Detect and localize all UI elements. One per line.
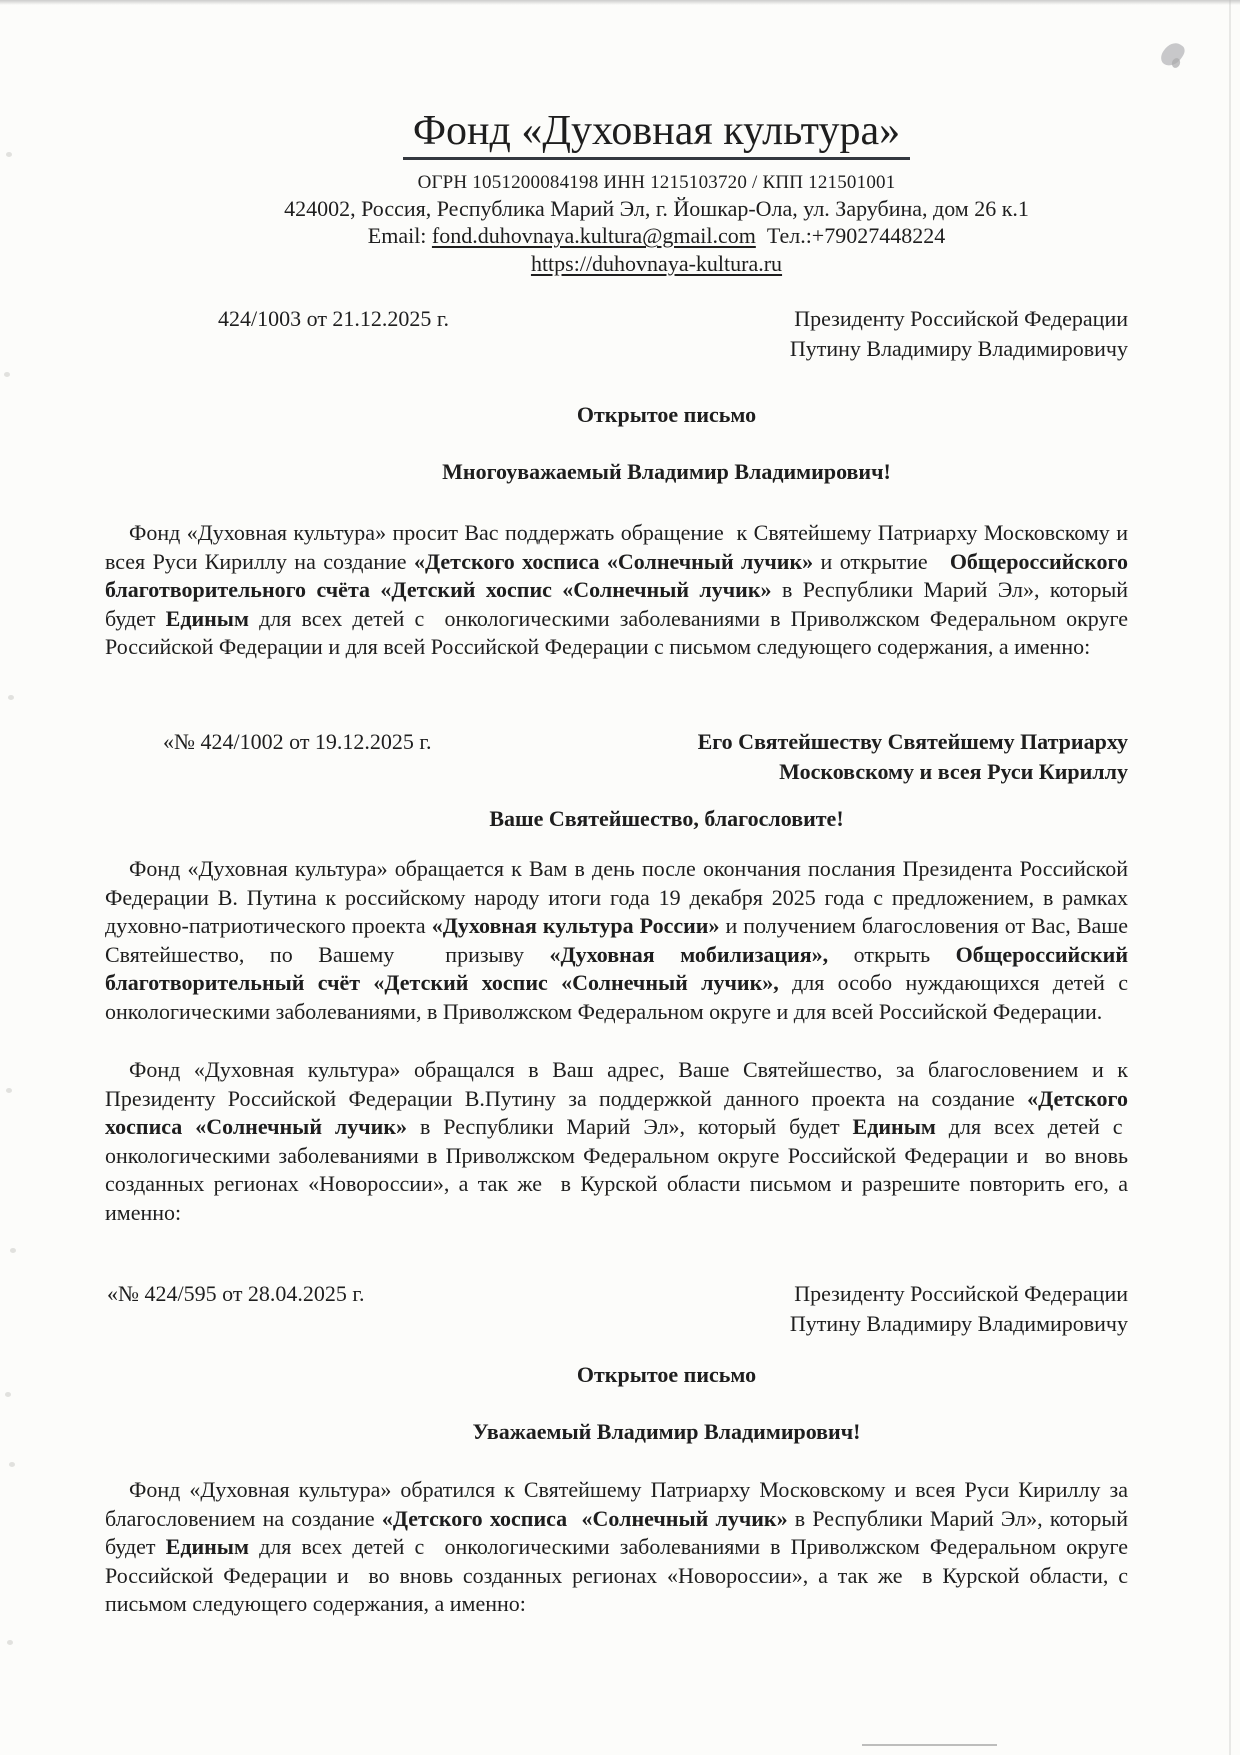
scan-speck [6, 152, 12, 157]
addressee-block-3 [790, 1279, 1128, 1339]
paragraph-1: Фонд «Духовная культура» просит Вас поддержать обращение к Святейшему Патриарху Московскому и всея Руси Кириллу на создание «Детского хосписа «Солнечный лучик» и открытие Общероссийского благотворительного счёта «Детский хоспис «Солнечный лучик» в Республики Марий Эл», который будет Единым для всех детей с онкологическими заболеваниями в Приволжском Федеральном округе Российской Федерации и для всей Российской Федерации с письмом следующего содержания, а именно: [105, 520, 1128, 659]
outgoing-number-2: «№ 424/1002 от 19.12.2025 г. [163, 729, 432, 754]
reference-block-1 [105, 304, 1128, 366]
paragraph-2: Фонд «Духовная культура» обращается к Вам в день после окончания послания Президента Российской Федерации В. Путина к российскому народу итоги года 19 декабря 2025 года с предложением, в рамках духовно-патриотического проекта «Духовная культура России» и получением благословения от Вас, Ваше Святейшество, по Вашему призыву «Духовная мобилизация», открыть Общероссийский благотворительный счёт «Детский хоспис «Солнечный лучик», для особо нуждающихся детей с онкологическими заболеваниями, в Приволжском Федеральном округе и для всей Российской Федерации. [105, 856, 1128, 1024]
salutation-heading-2: Уважаемый Владимир Владимирович! [472, 1419, 861, 1444]
scan-speck [6, 1088, 12, 1093]
addressee-block-2 [698, 727, 1128, 787]
open-letter-heading-2: Открытое письмо [576, 1362, 757, 1387]
website-line [105, 251, 1128, 277]
scan-speck [5, 1392, 11, 1397]
email-link: fond.duhovnaya.kultura@gmail.com [431, 223, 756, 248]
scan-artifact-bottom-line [862, 1744, 997, 1746]
addressee-line: Путину Владимиру Владимировичу [789, 1311, 1128, 1336]
registration-line: ОГРН 1051200084198 ИНН 1215103720 / КПП 121501001 [417, 172, 896, 193]
blessing-heading: Ваше Святейшество, благословите! [489, 806, 844, 831]
scan-speck [10, 1248, 16, 1253]
paragraph-4: Фонд «Духовная культура» обратился к Святейшему Патриарху Московскому и всея Руси Кириллу за благословением на создание «Детского хосписа «Солнечный лучик» в Республики Марий Эл», который будет Единым для всех детей с онкологическими заболеваниями в Приволжском Федеральном округе Российской Федерации и во вновь созданных регионах «Новороссии», а так же в Курской области, с письмом следующего содержания, а именно: [105, 1477, 1128, 1616]
scan-speck [4, 372, 10, 377]
outgoing-number-1: 424/1003 от 21.12.2025 г. [218, 306, 449, 331]
phone-number: Тел.:+79027448224 [766, 223, 946, 248]
addressee-line: Его Святейшеству Святейшему Патриарху [697, 729, 1128, 754]
open-letter-heading-1: Открытое письмо [576, 402, 757, 427]
reference-block-2 [105, 727, 1128, 789]
addressee-line: Президенту Российской Федерации [794, 306, 1128, 331]
reference-block-3 [105, 1279, 1128, 1341]
scan-speck [7, 1640, 13, 1645]
scan-speck [9, 1462, 15, 1467]
addressee-block-1 [790, 304, 1128, 364]
scan-artifact-right-edge [1229, 0, 1231, 1755]
letterhead [105, 106, 1128, 160]
addressee-line: Московскому и всея Руси Кириллу [779, 759, 1128, 784]
address-line: 424002, Россия, Республика Марий Эл, г. Йошкар-Ола, ул. Зарубина, дом 26 к.1 [284, 196, 1029, 221]
email-label: Email: [367, 223, 427, 248]
salutation-heading-1: Многоуважаемый Владимир Владимирович! [442, 459, 891, 484]
paragraph-3: Фонд «Духовная культура» обращался в Ваш адрес, Ваше Святейшество, за благословением и к Президенту Российской Федерации В.Путину за поддержкой данного проекта на создание «Детского хосписа «Солнечный лучик» в Республики Марий Эл», который будет Единым для всех детей с онкологическими заболеваниями в Приволжском Федеральном округе Российской Федерации и во вновь созданных регионах «Новороссии», а так же в Курской области письмом и разрешите повторить его, а именно: [105, 1057, 1129, 1225]
scan-speck [8, 695, 14, 700]
outgoing-number-3: «№ 424/595 от 28.04.2025 г. [107, 1281, 365, 1306]
addressee-line: Путину Владимиру Владимировичу [789, 336, 1128, 361]
addressee-line: Президенту Российской Федерации [794, 1281, 1128, 1306]
website-link: https://duhovnaya-kultura.ru [530, 251, 783, 276]
org-name-title: Фонд «Духовная культура» [403, 106, 910, 160]
scan-artifact-top-edge [0, 0, 1240, 5]
contact-line [105, 223, 1128, 249]
